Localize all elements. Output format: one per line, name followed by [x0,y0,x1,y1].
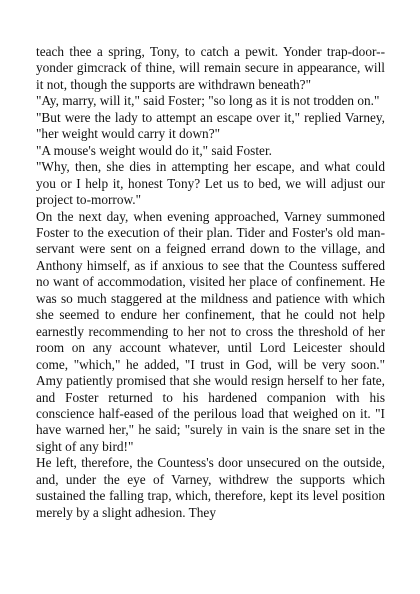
paragraph-4: "A mouse's weight would do it," said Foster. [36,142,272,158]
paragraph-2: "Ay, marry, will it," said Foster; "so long as it is not trodden on." [36,93,380,109]
paragraph-1: teach thee a spring, Tony, to catch a pewit. Yonder trap-door--yonder gimcrack of thine, will remain secure in appearance, will it not, though the supports are withdrawn beneath?" [36,44,385,92]
paragraph-3: "But were the lady to attempt an escape over it," replied Varney, "her weight would carry it down?" [36,109,385,142]
book-page-text [36,44,385,521]
paragraph-5: "Why, then, she dies in attempting her escape, and what could you or I help it, honest Tony? Let us to bed, we will adjust our project to-morrow." [36,159,385,208]
paragraph-6: On the next day, when evening approached, Varney summoned Foster to the execution of their plan. Tider and Foster's old man-servant were sent on a feigned errand down to the village, and Anthony himself, as if anxious to see that the Countess suffered no want of accommodation, visited her place of confinement. He was so much staggered at the mildness and patience with which she seemed to endure her confinement, that he could not help earnestly recommending to her not to cross the threshold of her room on any account whatever, until Lord Leicester should come, "which," he added, "I trust in God, will be very soon." Amy patiently promised that she would resign herself to her fate, and Foster returned to his hardened companion with his conscience half-eased of the perilous load that weighed on it. "I have warned her," he said; "surely in vain is the snare set in the sight of any bird!" [36,208,385,454]
paragraph-7: He left, therefore, the Countess's door unsecured on the outside, and, under the eye of Varney, withdrew the supports which sustained the falling trap, which, therefore, kept its level position merely by a slight adhesion. They [36,455,385,520]
